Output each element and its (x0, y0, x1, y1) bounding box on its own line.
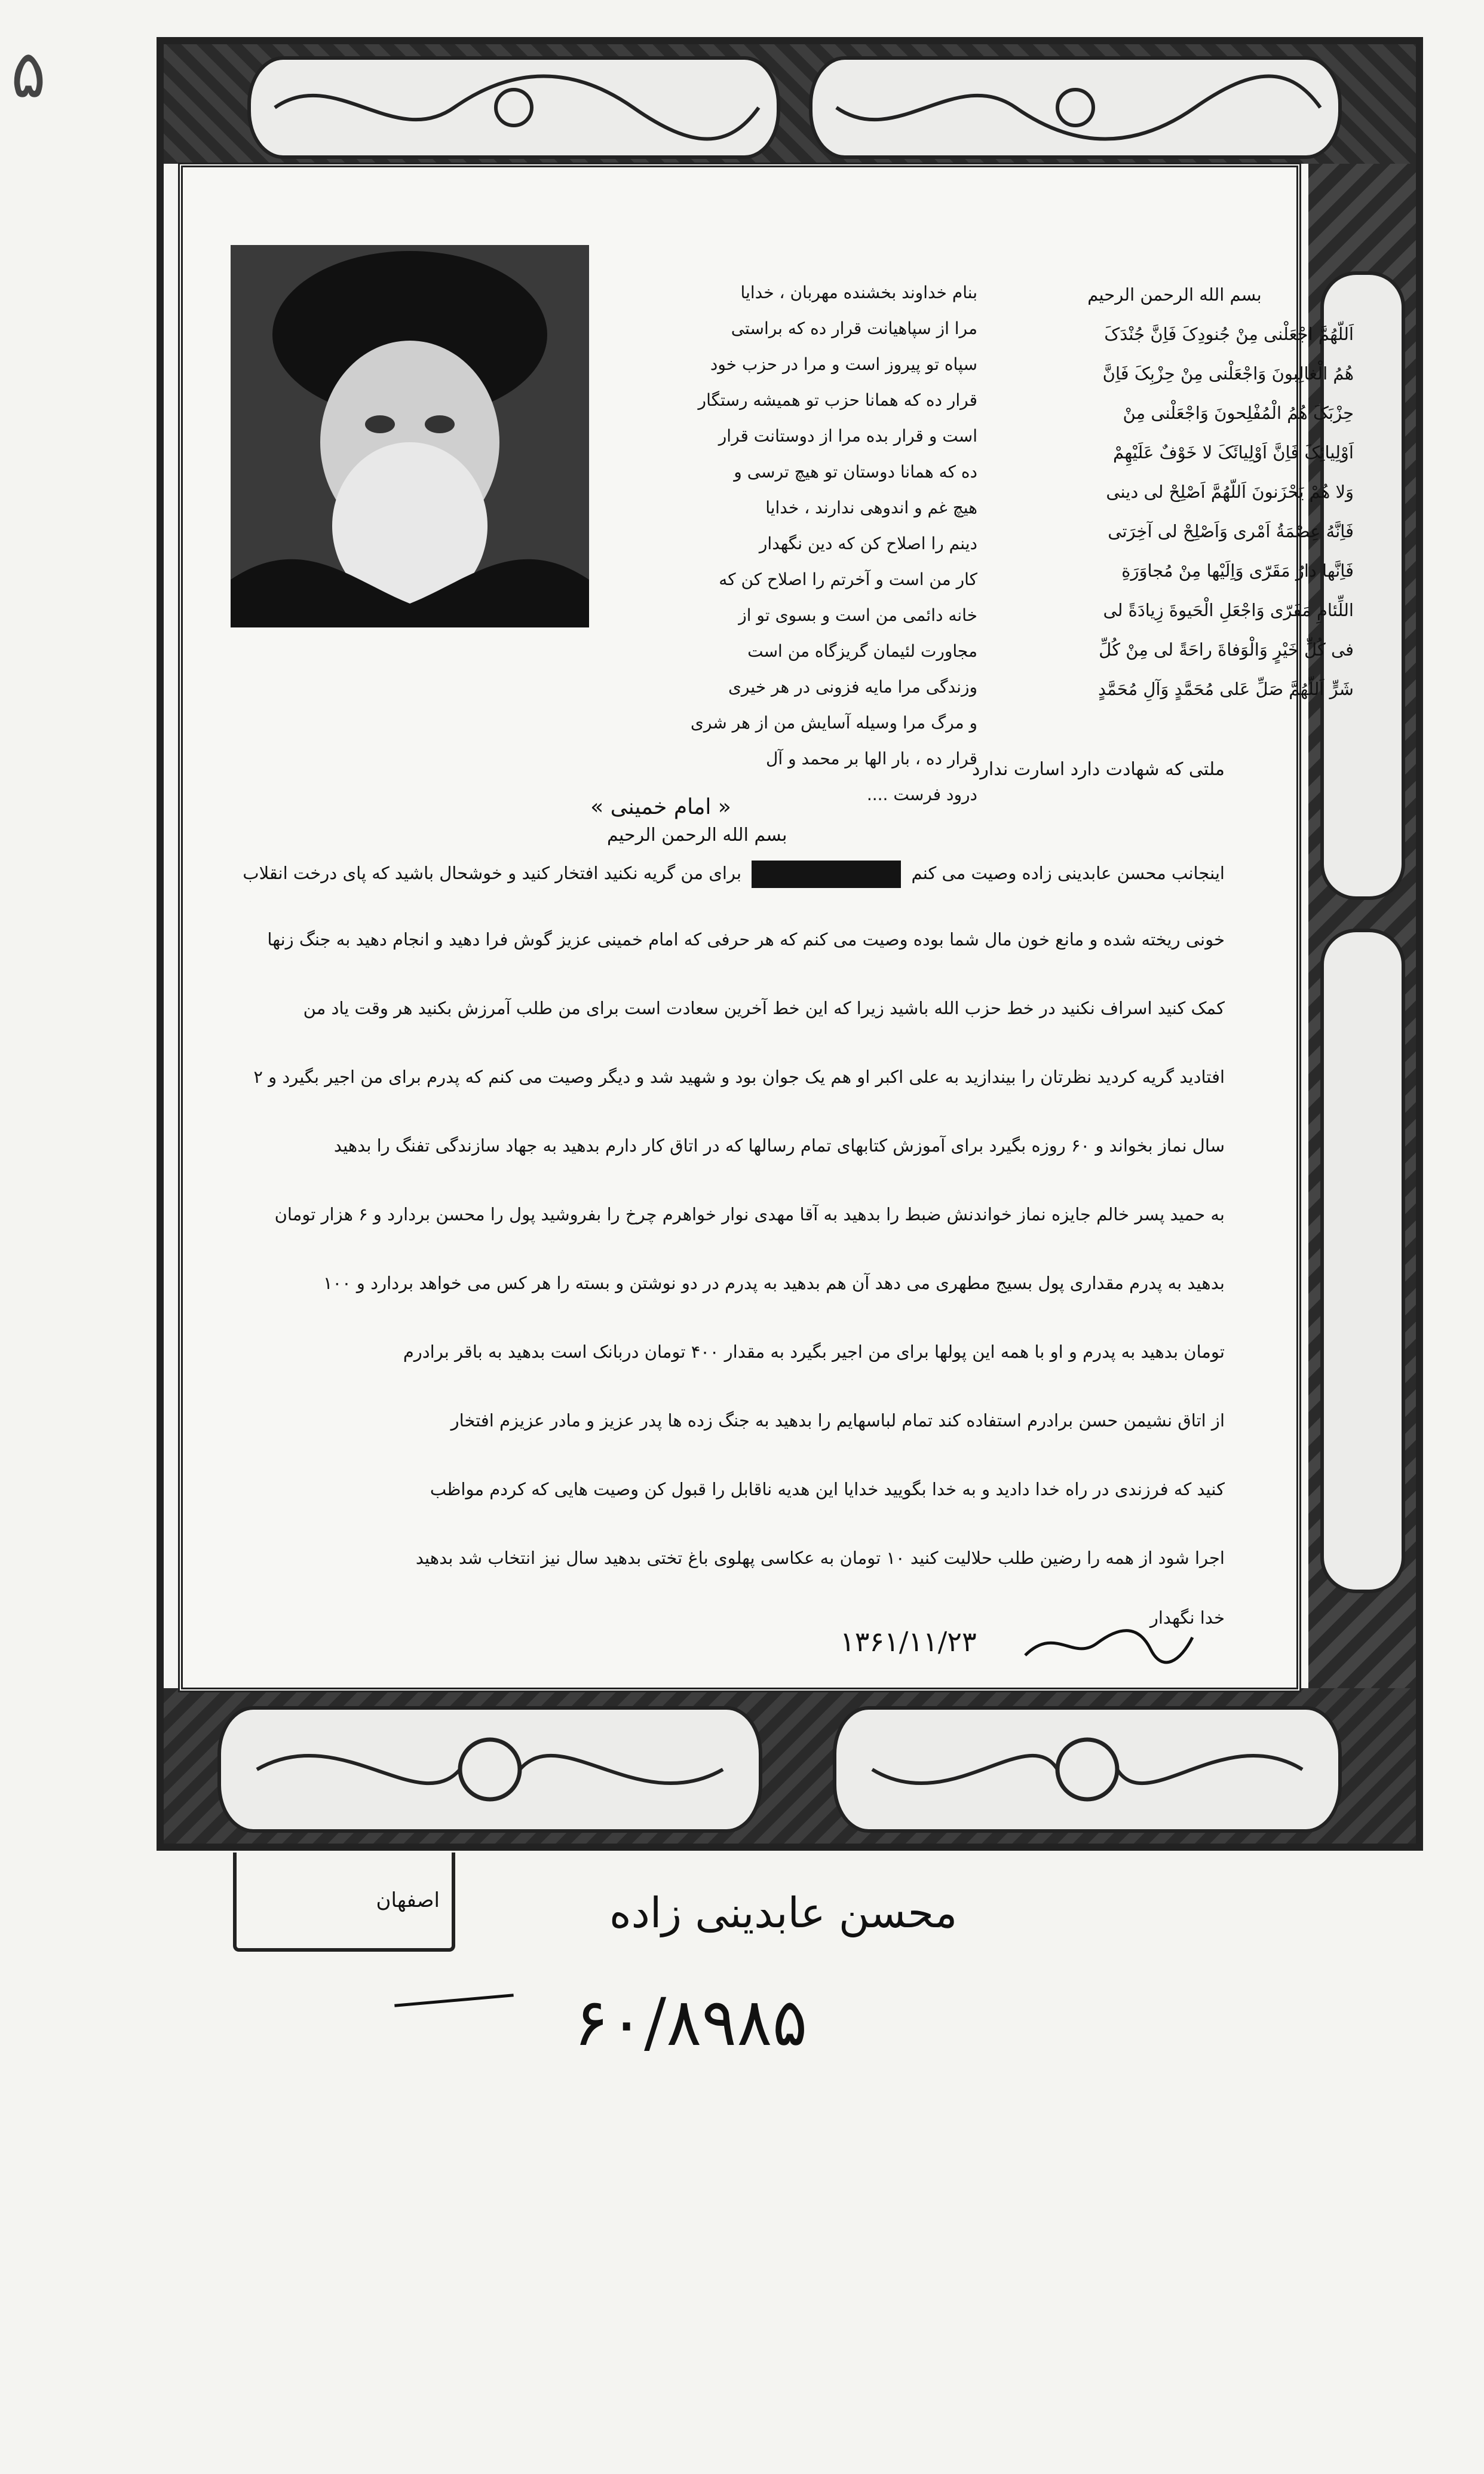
arabic-prayer-column (995, 275, 1354, 709)
prayer-line: و مرگ مرا وسیله آسایش من از هر شری (690, 713, 977, 733)
arabic-line: فی کُلِّ خَیْرٍ وَالْوَفاةَ راحَةً لی مِنْ کُلِّ (1099, 639, 1354, 660)
reference-number: ۶۰/۸۹۸۵ (574, 1984, 808, 2060)
arabic-line: شَرٍّ اَللّهُمَّ صَلِّ عَلی مُحَمَّدٍ وَآلِ مُحَمَّدٍ (1097, 679, 1354, 699)
arabic-line: هُمُ الْغالِبونَ وَاجْعَلْنی مِنْ حِزْبِکَ فَاِنَّ (1102, 363, 1354, 384)
will-text: کنید که فرزندی در راه خدا دادید و به خدا بگویید خدایا این هدیه ناقابل را قبول کن وصیت هایی که کردم مواظب (430, 1479, 1225, 1499)
will-text: سال نماز بخواند و ۶۰ روزه بگیرد برای آموزش کتابهای تمام رسالها که در اتاق کار دارم بدهید به جهاد سازندگی تفنگ را بدهید (333, 1135, 1225, 1156)
will-text: اینجانب محسن عابدینی زاده وصیت می کنم برای من گریه نکنید افتخار کنید و خوشحال باشید که پای درخت انقلاب (243, 863, 1225, 883)
will-line-8 (197, 1342, 1225, 1362)
redaction-bar (752, 861, 901, 888)
will-text: به حمید پسر خالم جایزه نماز خواندنش ضبط را بدهید به آقا مهدی نوار خواهرم چرخ را بفروشید پول را محسن بردارد و ۶ هزار تومان (274, 1204, 1225, 1224)
prayer-line: است و قرار بده مرا از دوستانت قرار (718, 426, 977, 446)
prayer-line: درود فرست .... (866, 785, 977, 804)
prayer-line: قرار ده که همانا حزب تو همیشه رستگار (698, 390, 977, 410)
bottom-right-floral-cartouche (833, 1706, 1342, 1833)
will-line-4 (197, 1067, 1225, 1087)
arabic-heading: بسم الله الرحمن الرحیم (1087, 284, 1262, 305)
will-line-6 (197, 1204, 1225, 1224)
prayer-line: قرار ده ، بار الها بر محمد و آل (766, 749, 977, 768)
rose-ornament-icon (836, 1710, 1338, 1829)
prayer-line: مجاورت لئیمان گریزگاه من است (747, 641, 977, 661)
top-ornament-band (164, 44, 1416, 164)
stamp-text: اصفهان (376, 1888, 440, 1912)
arabic-line: اَوْلِیائِکَ فَاِنَّ اَوْلِیائَکَ لا خَوْفٌ عَلَیْهِمْ (1113, 442, 1354, 463)
basmala: بسم الله الرحمن الرحیم (607, 825, 787, 846)
will-text: از اتاق نشیمن حسن برادرم استفاده کند تمام لباسهایم را بدهید به جنگ زده ها پدر عزیز و مادر عزیزم افتخار (450, 1410, 1225, 1431)
prayer-line: مرا از سپاهیانت قرار ده که براستی (731, 319, 977, 338)
will-line-1 (197, 861, 1225, 888)
will-line-9 (197, 1410, 1225, 1431)
will-line-10 (197, 1479, 1225, 1499)
right-lower-calligraphy-cartouche (1320, 929, 1405, 1593)
handwritten-name: محسن عابدینی زاده (609, 1888, 958, 1937)
arabic-line: وَلا هُمْ یَحْزَنونَ اَللّهُمَّ اَصْلِحْ لی دینی (1106, 482, 1354, 502)
will-line-2 (197, 929, 1225, 950)
will-line-11 (197, 1548, 1225, 1568)
bottom-left-floral-cartouche (217, 1706, 762, 1833)
will-text: خدا نگهدار (1149, 1608, 1225, 1628)
arabic-line: فَاِنَّها دارُ مَقَرّی وَاِلَیْها مِنْ مُجاوَرَةِ (1121, 561, 1354, 581)
will-line-5 (197, 1135, 1225, 1156)
prayer-line: ده که همانا دوستان تو هیچ ترسی و (734, 462, 977, 482)
portrait-photo (231, 245, 589, 627)
will-text: تومان بدهید به پدرم و او با همه این پولها برای من اجیر بگیرد به مقدار ۴۰۰ تومان دربانک است بدهید به باقر برادرم (403, 1342, 1225, 1362)
will-text: اجرا شود از همه را رضین طلب حلالیت کنید ۱۰ تومان به عکاسی پهلوی باغ تختی بدهید سال نیز انتخاب شد بدهید (415, 1548, 1225, 1568)
prayer-line: خانه دائمی من است و بسوی تو از (738, 605, 977, 625)
floral-ornament-icon (812, 60, 1338, 155)
arabic-line: فَاِنَّهُ عِصْمَةُ اَمْری وَاَصْلِحْ لی آخِرَتی (1108, 521, 1354, 541)
prayer-line: بنام خداوند بخشنده مهربان ، خدایا (740, 283, 977, 302)
floral-ornament-icon (251, 60, 777, 155)
rose-ornament-icon (221, 1710, 759, 1829)
portrait-image (231, 245, 589, 627)
will-line-7 (197, 1273, 1225, 1293)
will-text: کمک کنید اسراف نکنید در خط حزب الله باشید زیرا که این خط آخرین سعادت است برای من طلب آمرزش بکنید هر وقت یاد من (303, 998, 1225, 1018)
page-number: ۵ (11, 36, 47, 112)
will-heading-quote: ملتی که شهادت دارد اسارت ندارد (972, 759, 1225, 780)
top-right-floral-cartouche (809, 56, 1342, 159)
will-text: افتادید گریه کردید نظرتان را بیندازید به علی اکبر او هم یک جوان بود و شهید شد و دیگر وصیت می کنم که پدرم برای من اجیر بگیرد و ۲ (253, 1067, 1225, 1087)
top-left-floral-cartouche (247, 56, 780, 159)
will-heading-attribution: « امام خمینی » (590, 795, 731, 819)
arabic-line: اللِّئامِ مَفَرّی وَاجْعَلِ الْحَیوةَ زِیادَةً لی (1103, 600, 1354, 620)
prayer-line: وزندگی مرا مایه فزونی در هر خیری (728, 677, 977, 697)
will-date: ۱۳۶۱/۱۱/۲۳ (840, 1625, 977, 1658)
prayer-line: کار من است و آخرتم را اصلاح کن که (719, 569, 977, 589)
document-body (178, 163, 1354, 1692)
certificate-frame (157, 37, 1423, 1851)
prayer-line: سپاه تو پیروز است و مرا در حزب خود (710, 354, 977, 374)
bottom-ornament-band (164, 1688, 1416, 1844)
signature-stroke (394, 1994, 514, 2007)
arabic-line: اَللّهُمَّ اجْعَلْنی مِنْ جُنودِکَ فَاِنَّ جُنْدَکَ (1104, 324, 1354, 344)
signature-scribble-icon (1019, 1619, 1198, 1667)
will-text: بدهید به پدرم مقداری پول بسیج مطهری می دهد آن هم بدهید به پدرم در دو نوشتن و بسته را هر کس می خواهد بردارد و ۱۰۰ (323, 1273, 1225, 1293)
prayer-line: هیچ غم و اندوهی ندارند ، خدایا (765, 498, 977, 518)
will-text: خونی ریخته شده و مانع خون مال شما بوده وصیت می کنم که هر حرفی که امام خمینی عزیز گوش فرا دهید و انجام دهید به جنگ زنها (267, 929, 1225, 950)
arabic-line: حِزْبَکَ هُمُ الْمُفْلِحونَ وَاجْعَلْنی مِنْ (1123, 403, 1354, 423)
prayer-line: دینم را اصلاح کن که دین نگهدار (759, 534, 977, 553)
will-line-3 (197, 998, 1225, 1018)
official-stamp (233, 1853, 455, 1952)
